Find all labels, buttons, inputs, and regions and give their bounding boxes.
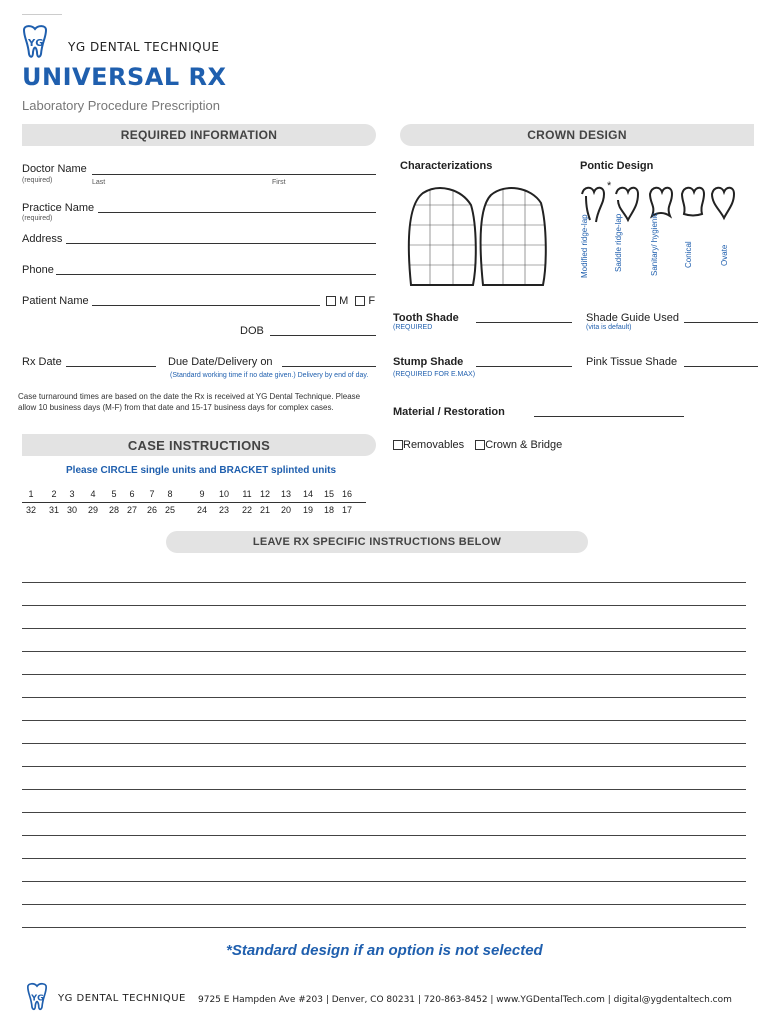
tooth-number[interactable]: 30 xyxy=(66,505,77,515)
address-field[interactable] xyxy=(66,243,376,244)
pink-tissue-field[interactable] xyxy=(684,366,758,367)
first-label: First xyxy=(272,179,286,186)
logo-icon xyxy=(20,24,50,60)
doctor-required-note: (required) xyxy=(22,177,53,184)
instruction-line[interactable] xyxy=(22,927,746,928)
instruction-line[interactable] xyxy=(22,582,746,583)
pontic-designs-diagram[interactable] xyxy=(578,182,748,228)
tooth-number[interactable]: 3 xyxy=(69,489,75,499)
tooth-number[interactable]: 20 xyxy=(280,505,291,515)
tooth-number[interactable]: 8 xyxy=(167,489,173,499)
instruction-line[interactable] xyxy=(22,697,746,698)
tooth-shade-label: Tooth Shade xyxy=(393,312,459,324)
instruction-line[interactable] xyxy=(22,605,746,606)
footer-company: YG DENTAL TECHNIQUE xyxy=(58,993,186,1004)
doctor-name-field[interactable] xyxy=(92,174,376,175)
material-label: Material / Restoration xyxy=(393,406,505,418)
tooth-number[interactable]: 29 xyxy=(87,505,98,515)
tooth-number[interactable]: 17 xyxy=(341,505,352,515)
tooth-number[interactable]: 23 xyxy=(218,505,229,515)
shade-guide-field[interactable] xyxy=(684,322,758,323)
practice-name-label: Practice Name xyxy=(22,202,95,214)
pontic-label-saddle: Saddle ridge-lap xyxy=(614,213,623,272)
tooth-number[interactable]: 25 xyxy=(164,505,175,515)
male-checkbox[interactable] xyxy=(326,296,336,306)
specific-instructions-heading: LEAVE RX SPECIFIC INSTRUCTIONS BELOW xyxy=(166,531,588,553)
tooth-number[interactable]: 5 xyxy=(111,489,117,499)
tooth-number[interactable]: 2 xyxy=(51,489,57,499)
tooth-number[interactable]: 31 xyxy=(48,505,59,515)
instruction-line[interactable] xyxy=(22,881,746,882)
instruction-line[interactable] xyxy=(22,651,746,652)
patient-name-field[interactable] xyxy=(92,305,320,306)
characterization-teeth-diagram[interactable] xyxy=(405,185,550,293)
tooth-number[interactable]: 28 xyxy=(108,505,119,515)
svg-text:YG: YG xyxy=(28,38,44,49)
circle-bracket-note: Please CIRCLE single units and BRACKET splinted units xyxy=(66,465,337,476)
instruction-line[interactable] xyxy=(22,789,746,790)
instruction-line[interactable] xyxy=(22,858,746,859)
phone-field[interactable] xyxy=(56,274,376,275)
tooth-number[interactable]: 18 xyxy=(323,505,334,515)
female-label: F xyxy=(368,295,376,307)
tooth-number[interactable]: 12 xyxy=(259,489,270,499)
female-checkbox[interactable] xyxy=(355,296,365,306)
tooth-number[interactable]: 7 xyxy=(149,489,155,499)
doctor-name-label: Doctor Name xyxy=(22,163,87,175)
footer-contact: 9725 E Hampden Ave #203 | Denver, CO 80231 | 720-863-8452 | www.YGDentalTech.com | digital@ygdentaltech.com xyxy=(198,995,732,1005)
lower-teeth-row xyxy=(22,505,366,515)
stump-shade-field[interactable] xyxy=(476,366,572,367)
restoration-type-options xyxy=(393,439,562,451)
sanitary-hygienic-icon xyxy=(650,188,672,216)
company-name: YG DENTAL TECHNIQUE xyxy=(68,40,220,54)
phone-label: Phone xyxy=(22,264,54,276)
material-field[interactable] xyxy=(534,416,684,417)
tooth-number[interactable]: 32 xyxy=(25,505,36,515)
svg-text:YG: YG xyxy=(31,992,45,1003)
pontic-label-ovate: Ovate xyxy=(720,244,729,266)
stump-shade-label: Stump Shade xyxy=(393,356,464,368)
characterizations-label: Characterizations xyxy=(400,160,493,172)
turnaround-note: Case turnaround times are based on the date the Rx is received at YG Dental Technique. Please allow 10 business days (M-F) from that date and 15-17 business days for complex cases. xyxy=(18,392,361,412)
standard-asterisk: * xyxy=(607,180,612,192)
case-instructions-heading: CASE INSTRUCTIONS xyxy=(22,434,376,456)
address-label: Address xyxy=(22,233,63,245)
tooth-number[interactable]: 4 xyxy=(90,489,96,499)
tooth-number[interactable]: 26 xyxy=(146,505,157,515)
due-date-field[interactable] xyxy=(282,366,376,367)
crown-bridge-checkbox[interactable] xyxy=(475,440,485,450)
dob-field[interactable] xyxy=(270,335,376,336)
patient-name-label: Patient Name xyxy=(22,295,89,307)
teeth-divider xyxy=(22,502,366,503)
tooth-number[interactable]: 10 xyxy=(218,489,229,499)
stump-shade-note: (REQUIRED FOR E.MAX) xyxy=(393,371,476,378)
pink-tissue-label: Pink Tissue Shade xyxy=(586,356,678,368)
pontic-design-label: Pontic Design xyxy=(580,160,654,172)
dob-label: DOB xyxy=(240,325,264,337)
tooth-number[interactable]: 14 xyxy=(302,489,313,499)
due-date-note: (Standard working time if no date given.) Delivery by end of day. xyxy=(170,372,369,379)
tooth-shade-note: (REQUIRED xyxy=(393,324,433,331)
pontic-label-modified: Modified ridge-lap xyxy=(580,214,589,278)
practice-required-note: (required) xyxy=(22,215,53,222)
required-info-heading: REQUIRED INFORMATION xyxy=(22,124,376,146)
last-label: Last xyxy=(92,179,106,186)
tooth-number[interactable]: 21 xyxy=(259,505,270,515)
tooth-number[interactable]: 15 xyxy=(323,489,334,499)
tooth-number[interactable]: 1 xyxy=(28,489,34,499)
conical-icon xyxy=(682,188,704,216)
instruction-line[interactable] xyxy=(22,835,746,836)
instruction-line[interactable] xyxy=(22,628,746,629)
male-label: M xyxy=(339,295,349,307)
instruction-line[interactable] xyxy=(22,904,746,905)
instruction-line[interactable] xyxy=(22,812,746,813)
instruction-line[interactable] xyxy=(22,766,746,767)
tooth-number[interactable]: 6 xyxy=(129,489,135,499)
tooth-number[interactable]: 27 xyxy=(126,505,137,515)
tooth-number[interactable]: 13 xyxy=(280,489,291,499)
tooth-number[interactable]: 16 xyxy=(341,489,352,499)
crown-design-heading: CROWN DESIGN xyxy=(400,124,754,146)
tooth-shade-field[interactable] xyxy=(476,322,572,323)
top-rule xyxy=(22,14,62,15)
removables-checkbox[interactable] xyxy=(393,440,403,450)
tooth-number[interactable]: 9 xyxy=(199,489,205,499)
due-date-label: Due Date/Delivery on xyxy=(168,356,273,368)
shade-guide-note: (vita is default) xyxy=(586,324,632,331)
tooth-number[interactable]: 24 xyxy=(196,505,207,515)
removables-label: Removables xyxy=(403,439,465,451)
footer-logo-icon xyxy=(24,982,50,1012)
practice-name-field[interactable] xyxy=(98,212,376,213)
tooth-number[interactable]: 11 xyxy=(242,489,252,499)
rx-date-field[interactable] xyxy=(66,366,156,367)
upper-teeth-row xyxy=(22,489,366,499)
instruction-line[interactable] xyxy=(22,720,746,721)
standard-design-note: *Standard design if an option is not selected xyxy=(226,942,543,959)
pontic-label-sanitary: Sanitary/ hygienic xyxy=(650,212,659,276)
pontic-label-conical: Conical xyxy=(684,241,693,268)
gender-options xyxy=(326,295,375,307)
tooth-number[interactable]: 19 xyxy=(302,505,313,515)
page-subtitle: Laboratory Procedure Prescription xyxy=(22,98,220,113)
tooth-number[interactable]: 22 xyxy=(241,505,252,515)
page-title: UNIVERSAL RX xyxy=(22,63,227,91)
crown-bridge-label: Crown & Bridge xyxy=(485,439,563,451)
instruction-line[interactable] xyxy=(22,674,746,675)
shade-guide-label: Shade Guide Used xyxy=(586,312,679,324)
instruction-line[interactable] xyxy=(22,743,746,744)
rx-date-label: Rx Date xyxy=(22,356,62,368)
ovate-icon xyxy=(712,188,734,218)
